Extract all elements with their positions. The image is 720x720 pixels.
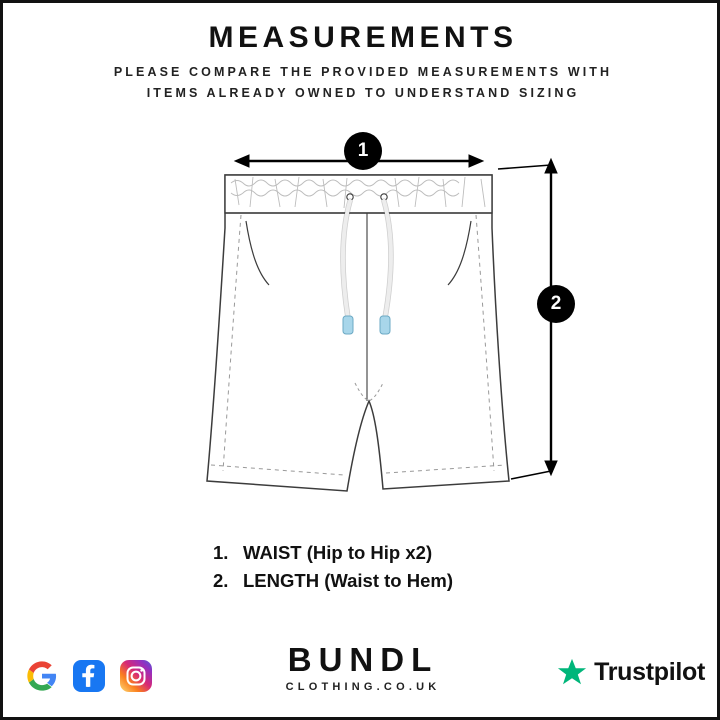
subtitle-line-2: ITEMS ALREADY OWNED TO UNDERSTAND SIZING — [146, 85, 580, 100]
shorts-technical-drawing — [3, 113, 720, 523]
page-title: MEASUREMENTS — [208, 21, 518, 54]
trustpilot-label: Trustpilot — [594, 657, 705, 686]
legend-label-1: WAIST (Hip to Hip x2) — [243, 542, 433, 563]
drawcord-tip-left — [343, 316, 353, 334]
subtitle-line-1: PLEASE COMPARE THE PROVIDED MEASUREMENTS WITH — [113, 65, 613, 79]
measurement-badge-2: 2 — [537, 285, 575, 323]
brand-name: BUNDL — [287, 641, 439, 678]
header — [3, 21, 720, 103]
measurement-badge-1: 1 — [344, 132, 382, 170]
drawcord-tip-right — [380, 316, 390, 334]
shorts-diagram — [3, 113, 720, 523]
shorts-body — [207, 175, 509, 491]
legend-number-1: 1. — [213, 542, 229, 563]
brand-website: CLOTHING.CO.UK — [285, 681, 441, 693]
waistband — [225, 175, 492, 213]
legend-number-2: 2. — [213, 569, 229, 591]
trustpilot-badge[interactable] — [557, 657, 705, 687]
page-subtitle — [3, 62, 720, 103]
legend-item-length — [213, 567, 513, 595]
legend-label-2: LENGTH (Waist to Hem) — [243, 569, 454, 591]
measurement-legend — [3, 539, 720, 595]
trustpilot-star-icon — [557, 657, 587, 687]
legend-item-waist — [213, 539, 513, 567]
footer — [3, 631, 720, 701]
